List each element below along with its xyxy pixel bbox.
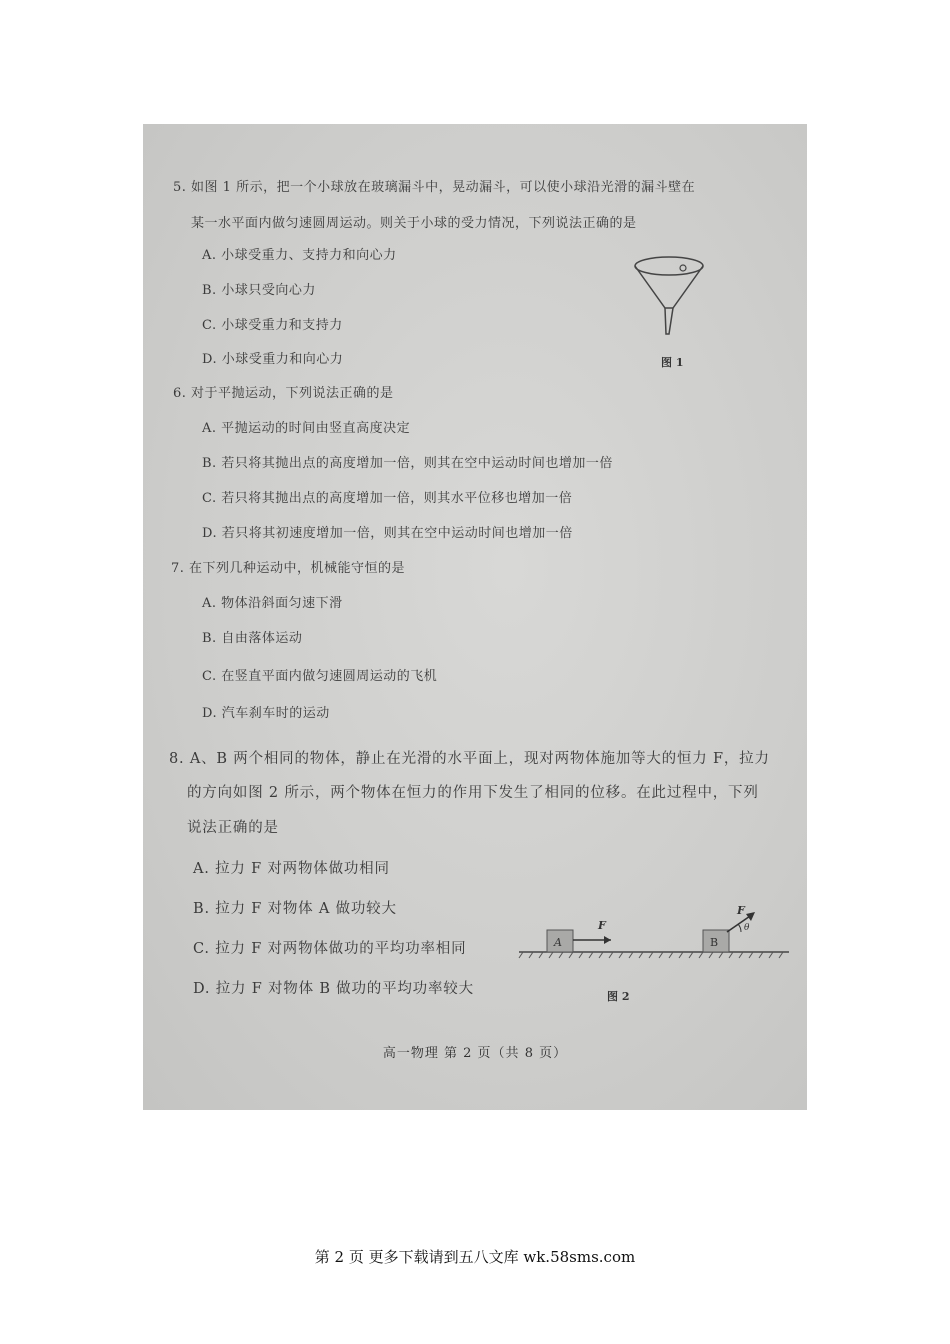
q6-option-a: A. 平抛运动的时间由竖直高度决定 (202, 421, 411, 436)
q5-option-c: C. 小球受重力和支持力 (202, 318, 343, 333)
force-a-label: F (598, 919, 606, 932)
q5-stem-line-1: 5. 如图 1 所示，把一个小球放在玻璃漏斗中，晃动漏斗，可以使小球沿光滑的漏斗壁在 (173, 180, 696, 195)
angle-theta-label: θ (744, 923, 750, 933)
q7-option-a: A. 物体沿斜面匀速下滑 (202, 596, 343, 611)
funnel-figure (631, 252, 707, 342)
block-a-label: A (554, 936, 562, 949)
q6-option-d: D. 若只将其初速度增加一倍，则其在空中运动时间也增加一倍 (202, 526, 573, 541)
q8-option-c: C. 拉力 F 对两物体做功的平均功率相同 (193, 941, 467, 957)
q6-stem: 6. 对于平抛运动，下列说法正确的是 (173, 386, 394, 401)
q7-option-c: C. 在竖直平面内做匀速圆周运动的飞机 (202, 669, 438, 684)
q5-stem-line-2: 某一水平面内做匀速圆周运动。则关于小球的受力情况，下列说法正确的是 (191, 216, 637, 231)
q7-stem: 7. 在下列几种运动中，机械能守恒的是 (171, 561, 406, 576)
q6-option-b: B. 若只将其抛出点的高度增加一倍，则其在空中运动时间也增加一倍 (202, 456, 613, 471)
figure-1-label: 图 1 (661, 356, 684, 369)
force-diagram-figure (519, 900, 791, 962)
q5-option-a: A. 小球受重力、支持力和向心力 (202, 248, 397, 263)
exam-page-footer: 高一物理 第 2 页（共 8 页） (382, 1046, 568, 1061)
figure-2-label: 图 2 (607, 990, 630, 1003)
q5-option-d: D. 小球受重力和向心力 (202, 352, 344, 367)
q6-option-c: C. 若只将其抛出点的高度增加一倍，则其水平位移也增加一倍 (202, 491, 573, 506)
q8-stem-line-2: 的方向如图 2 所示，两个物体在恒力的作用下发生了相同的位移。在此过程中，下列 (187, 785, 759, 801)
q8-option-a: A. 拉力 F 对两物体做功相同 (193, 861, 390, 877)
q7-option-d: D. 汽车刹车时的运动 (202, 706, 330, 721)
q8-stem-line-1: 8. A、B 两个相同的物体，静止在光滑的水平面上，现对两物体施加等大的恒力 F，拉力 (169, 751, 770, 767)
q8-stem-line-3: 说法正确的是 (187, 820, 279, 836)
q7-option-b: B. 自由落体运动 (202, 631, 303, 646)
force-b-label: F (737, 904, 745, 917)
block-b-label: B (710, 936, 719, 949)
page-footer: 第 2 页 更多下载请到五八文库 wk.58sms.com (314, 1248, 636, 1266)
exam-page-photo (143, 124, 807, 1110)
q5-option-b: B. 小球只受向心力 (202, 283, 316, 298)
q8-option-d: D. 拉力 F 对物体 B 做功的平均功率较大 (193, 981, 474, 997)
q8-option-b: B. 拉力 F 对物体 A 做功较大 (193, 901, 397, 917)
